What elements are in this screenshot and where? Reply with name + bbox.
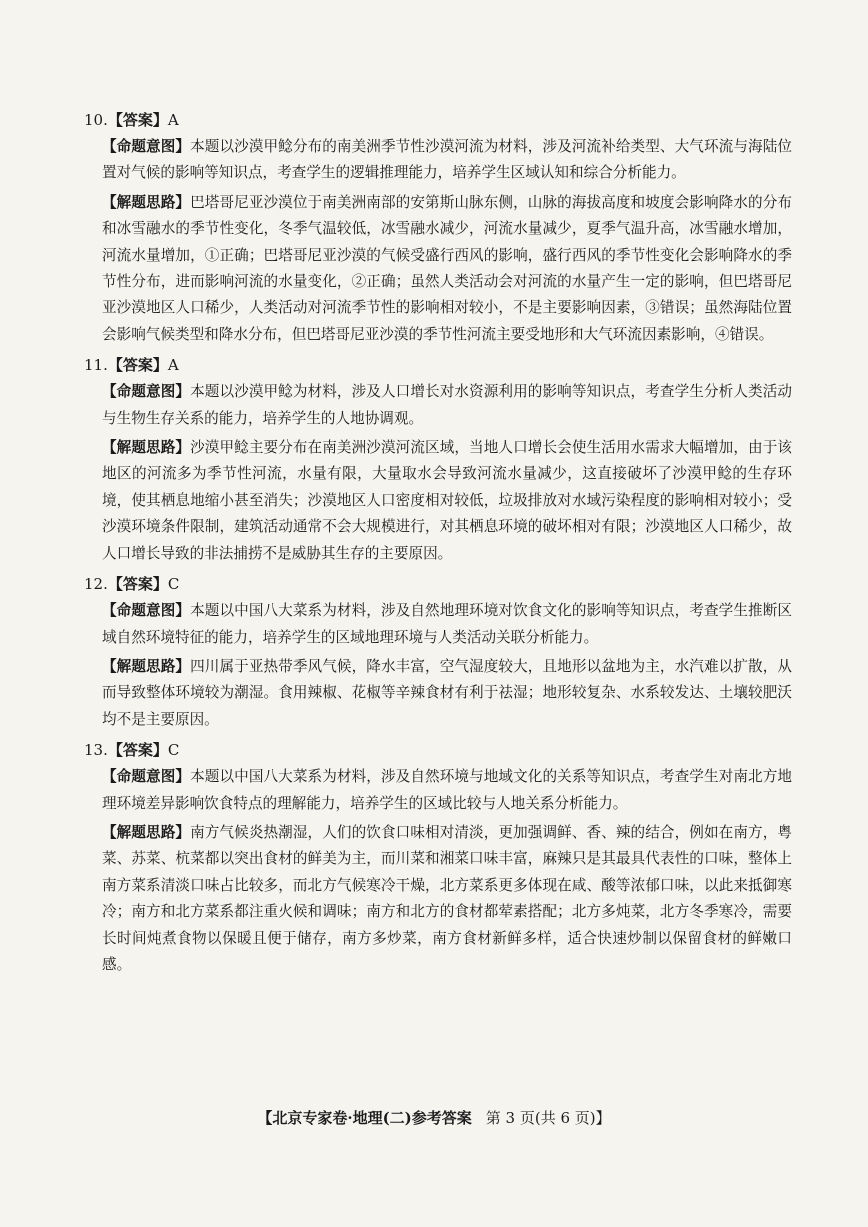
intent-paragraph	[102, 134, 792, 187]
analysis-tag: 【解题思路】	[102, 439, 191, 457]
intent-tag: 【命题意图】	[102, 138, 191, 155]
answer-tag: 【答案】	[107, 111, 168, 129]
answer-value: C	[167, 575, 180, 594]
intent-text: 本题以中国八大菜系为材料，涉及自然地理环境对饮食文化的影响等知识点，考查学生推断区域自然环境特征的能力，培养学生的区域地理环境与人类活动关联分析能力。	[102, 602, 792, 646]
question-header	[84, 351, 792, 379]
intent-tag: 【命题意图】	[102, 383, 191, 401]
answer-tag: 【答案】	[107, 356, 168, 375]
question-number: 11.	[84, 356, 108, 375]
analysis-paragraph	[102, 820, 792, 978]
analysis-paragraph	[102, 190, 792, 348]
analysis-text: 巴塔哥尼亚沙漠位于南美洲南部的安第斯山脉东侧，山脉的海拔高度和坡度会影响降水的分布和冰雪融水的季节性变化，冬季气温较低，冰雪融水减少，河流水量减少，夏季气温升高，冰雪融水增加，河流水量增加，①正确；巴塔哥尼亚沙漠的气候受盛行西风的影响，盛行西风的季节性变化会影响降水的季节性分布，进而影响河流的水量变化，②正确；虽然人类活动会对河流的水量产生一定的影响，但巴塔哥尼亚沙漠地区人口稀少，人类活动对河流季节性的影响相对较小，不是主要影响因素，③错误；虽然海陆位置会影响气候类型和降水分布，但巴塔哥尼亚沙漠的季节性河流主要受地形和大气环流因素影响，④错误。	[102, 193, 792, 343]
intent-text: 本题以沙漠甲鲶为材料，涉及人口增长对水资源利用的影响等知识点，考查学生分析人类活动与生物生存关系的能力，培养学生的人地协调观。	[102, 383, 792, 427]
analysis-paragraph	[102, 435, 792, 567]
page-footer	[0, 1107, 868, 1128]
question-header	[84, 736, 792, 764]
analysis-paragraph	[102, 654, 792, 733]
answer-tag: 【答案】	[107, 741, 168, 760]
intent-text: 本题以中国八大菜系为材料，涉及自然环境与地域文化的关系等知识点，考查学生对南北方地理环境差异影响饮食特点的理解能力，培养学生的区域比较与人地关系分析能力。	[102, 768, 792, 812]
question-number: 12.	[84, 575, 108, 594]
analysis-text: 南方气候炎热潮湿，人们的饮食口味相对清淡，更加强调鲜、香、辣的结合，例如在南方，粤菜、苏菜、杭菜都以突出食材的鲜美为主，而川菜和湘菜口味丰富，麻辣只是其最具代表性的口味，整体上南方菜系清淡口味占比较多，而北方气候寒冷干燥，北方菜系更多体现在咸、酸等浓郁口味，以此来抵御寒冷；南方和北方菜系都注重火候和调味；南方和北方的食材都荤素搭配；北方多炖菜，北方冬季寒冷，需要长时间炖煮食物以保暖且便于储存，南方多炒菜，南方食材新鲜多样，适合快速炒制以保留食材的鲜嫩口感。	[102, 823, 792, 973]
question-12	[84, 570, 792, 733]
analysis-text: 四川属于亚热带季风气候，降水丰富，空气湿度较大，且地形以盆地为主，水汽难以扩散，从而导致整体环境较为潮湿。食用辣椒、花椒等辛辣食材有利于祛湿；地形较复杂、水系较发达、土壤较肥沃均不是主要原因。	[102, 657, 792, 728]
intent-tag: 【命题意图】	[102, 768, 191, 786]
intent-paragraph	[102, 764, 792, 817]
analysis-tag: 【解题思路】	[102, 193, 191, 211]
answer-tag: 【答案】	[107, 575, 168, 594]
intent-text: 本题以沙漠甲鲶分布的南美洲季节性沙漠河流为材料，涉及河流补给类型、大气环流与海陆位置对气候的影响等知识点，考查学生的逻辑推理能力，培养学生区域认知和综合分析能力。	[102, 138, 792, 182]
question-number: 10.	[84, 111, 108, 129]
answer-content	[84, 104, 792, 981]
question-header	[84, 570, 792, 598]
footer-title: 【北京专家卷·地理(二)参考答案	[257, 1109, 472, 1127]
question-header	[84, 106, 792, 134]
question-10	[84, 106, 792, 348]
question-13	[84, 736, 792, 978]
answer-value: A	[167, 111, 179, 129]
question-number: 13.	[84, 741, 108, 760]
answer-value: C	[167, 741, 180, 760]
answer-value: A	[167, 356, 179, 375]
question-11	[84, 351, 792, 567]
analysis-tag: 【解题思路】	[102, 823, 191, 841]
intent-tag: 【命题意图】	[102, 602, 191, 620]
analysis-tag: 【解题思路】	[102, 657, 191, 675]
analysis-text: 沙漠甲鲶主要分布在南美洲沙漠河流区域，当地人口增长会使生活用水需求大幅增加，由于该地区的河流多为季节性河流，水量有限，大量取水会导致河流水量减少，这直接破坏了沙漠甲鲶的生存环境，使其栖息地缩小甚至消失；沙漠地区人口密度相对较低，垃圾排放对水域污染程度的影响相对较小；受沙漠环境条件限制，建筑活动通常不会大规模进行，对其栖息环境的破坏相对有限；沙漠地区人口稀少，故人口增长导致的非法捕捞不是威胁其生存的主要原因。	[102, 439, 792, 562]
intent-paragraph	[102, 379, 792, 432]
intent-paragraph	[102, 598, 792, 651]
footer-page-number: 第 3 页(共 6 页)】	[485, 1109, 611, 1127]
